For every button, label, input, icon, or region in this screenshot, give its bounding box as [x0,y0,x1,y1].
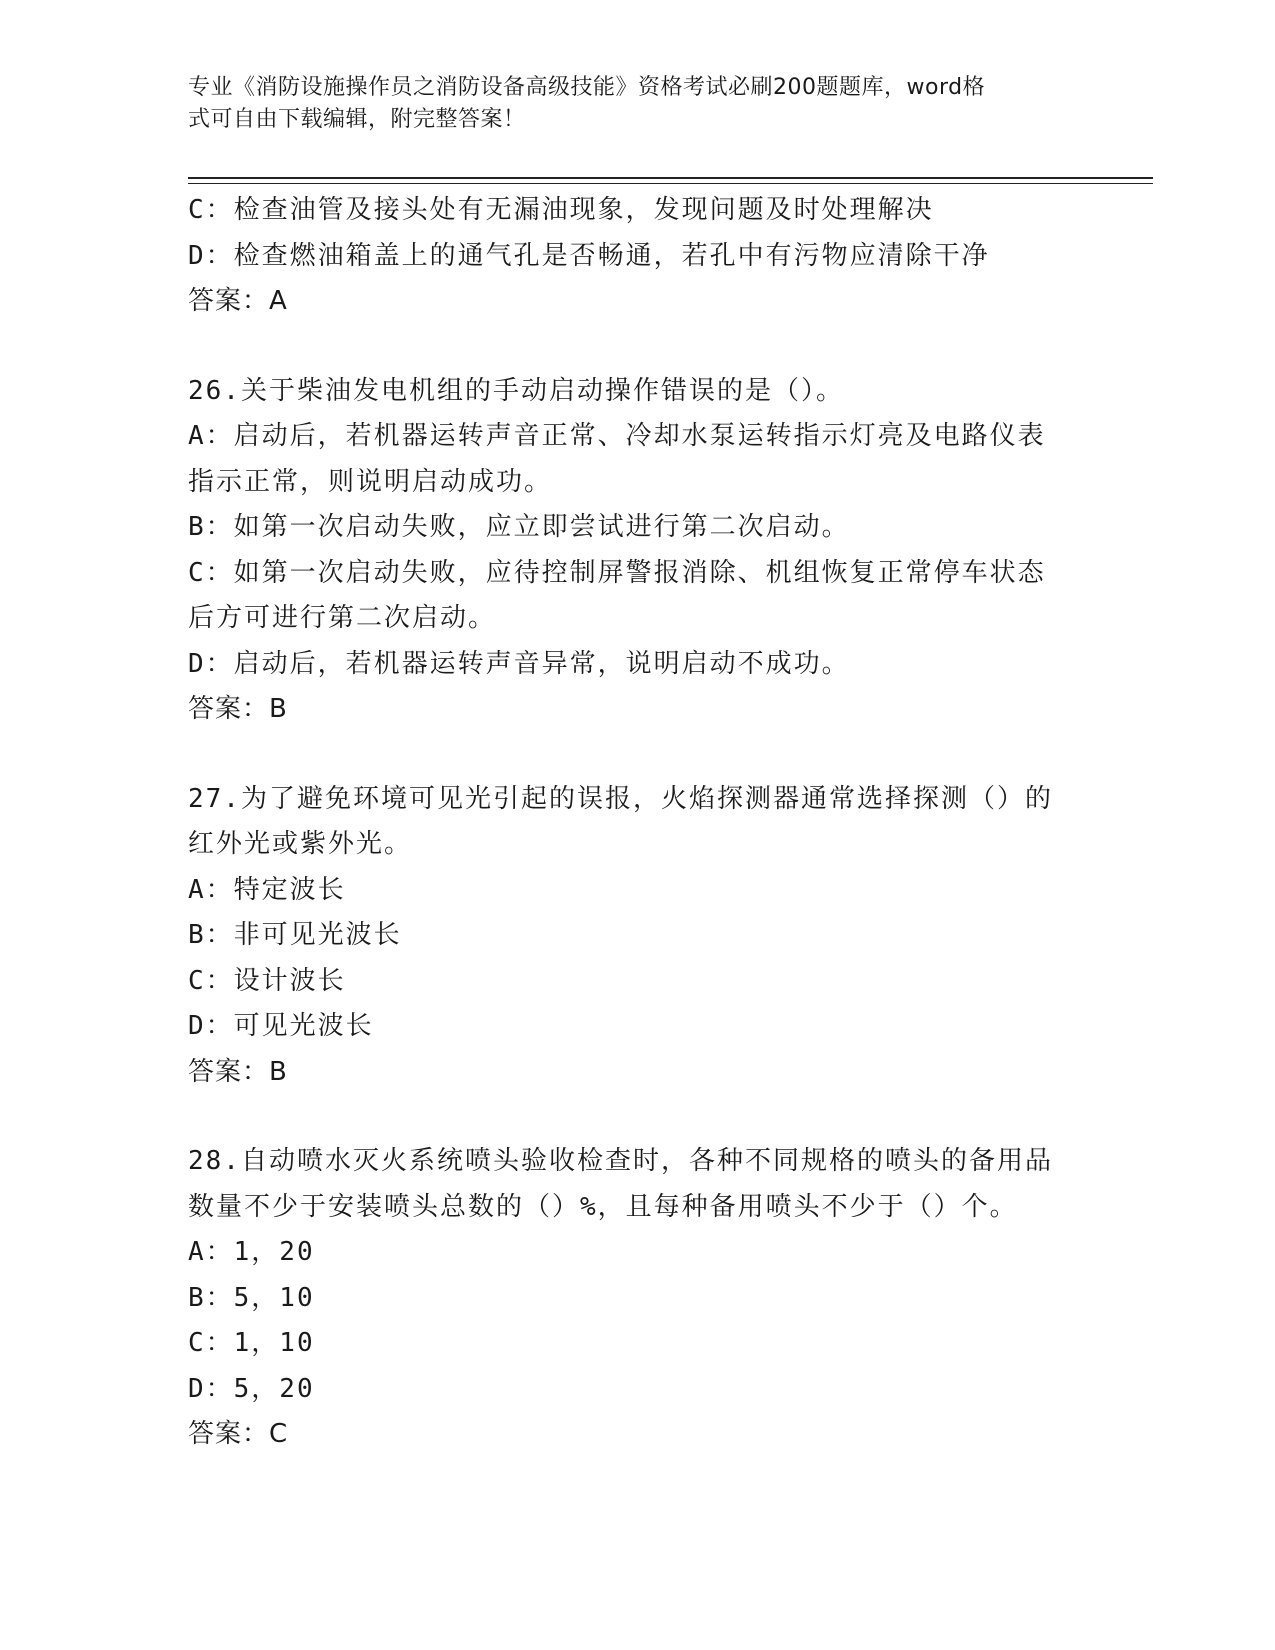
spacer [188,1095,1088,1139]
answer-line: 答案：C [188,1419,289,1449]
document-header [188,72,1068,136]
question-content [188,188,1088,1458]
question-26 [188,369,1088,733]
option-c: C：检查油管及接头处有无漏油现象，发现问题及时处理解决 [188,195,934,225]
option-c: C：1，10 [188,1328,315,1358]
question-stem-continued: 红外光或紫外光。 [188,829,413,859]
header-line-1: 专业《消防设施操作员之消防设备高级技能》资格考试必刷200题题库，word格 [188,75,986,100]
header-line-2: 式可自由下载编辑，附完整答案！ [188,107,526,132]
answer-line: 答案：B [188,1056,288,1087]
question-stem: 26.关于柴油发电机组的手动启动操作错误的是（）。 [188,375,844,406]
option-b: B：如第一次启动失败，应立即尝试进行第二次启动。 [188,512,850,542]
question-28 [188,1139,1088,1458]
option-b: B：5，10 [188,1282,315,1313]
question-27 [188,777,1088,1096]
spacer [188,733,1088,777]
option-a-continued: 指示正常，则说明启动成功。 [188,466,553,497]
option-c: C：设计波长 [188,965,346,996]
question-stem: 28.自动喷水灭火系统喷头验收检查时，各种不同规格的喷头的备用品 [188,1146,1053,1176]
option-d: D：检查燃油箱盖上的通气孔是否畅通，若孔中有污物应清除干净 [188,240,990,271]
option-c: C：如第一次启动失败，应待控制屏警报消除、机组恢复正常停车状态 [188,557,1046,588]
header-rule-thick [188,177,1153,179]
option-b: B：非可见光波长 [188,920,402,950]
header-rule-thin [188,183,1153,184]
question-stem-continued: 数量不少于安装喷头总数的（）%，且每种备用喷头不少于（）个。 [188,1191,1018,1222]
option-a: A：1，20 [188,1237,315,1267]
question-stem: 27.为了避免环境可见光引起的误报，火焰探测器通常选择探测（）的 [188,783,1053,814]
answer-line: 答案：A [188,286,288,316]
option-d: D：5，20 [188,1373,315,1404]
option-d: D：启动后，若机器运转声音异常，说明启动不成功。 [188,648,850,679]
option-c-continued: 后方可进行第二次启动。 [188,603,497,633]
prev-question-block [188,188,1088,325]
answer-line: 答案：B [188,694,288,724]
option-a: A：特定波长 [188,874,346,905]
option-a: A：启动后，若机器运转声音正常、冷却水泵运转指示灯亮及电路仪表 [188,421,1046,451]
spacer [188,325,1088,369]
option-d: D：可见光波长 [188,1011,374,1041]
